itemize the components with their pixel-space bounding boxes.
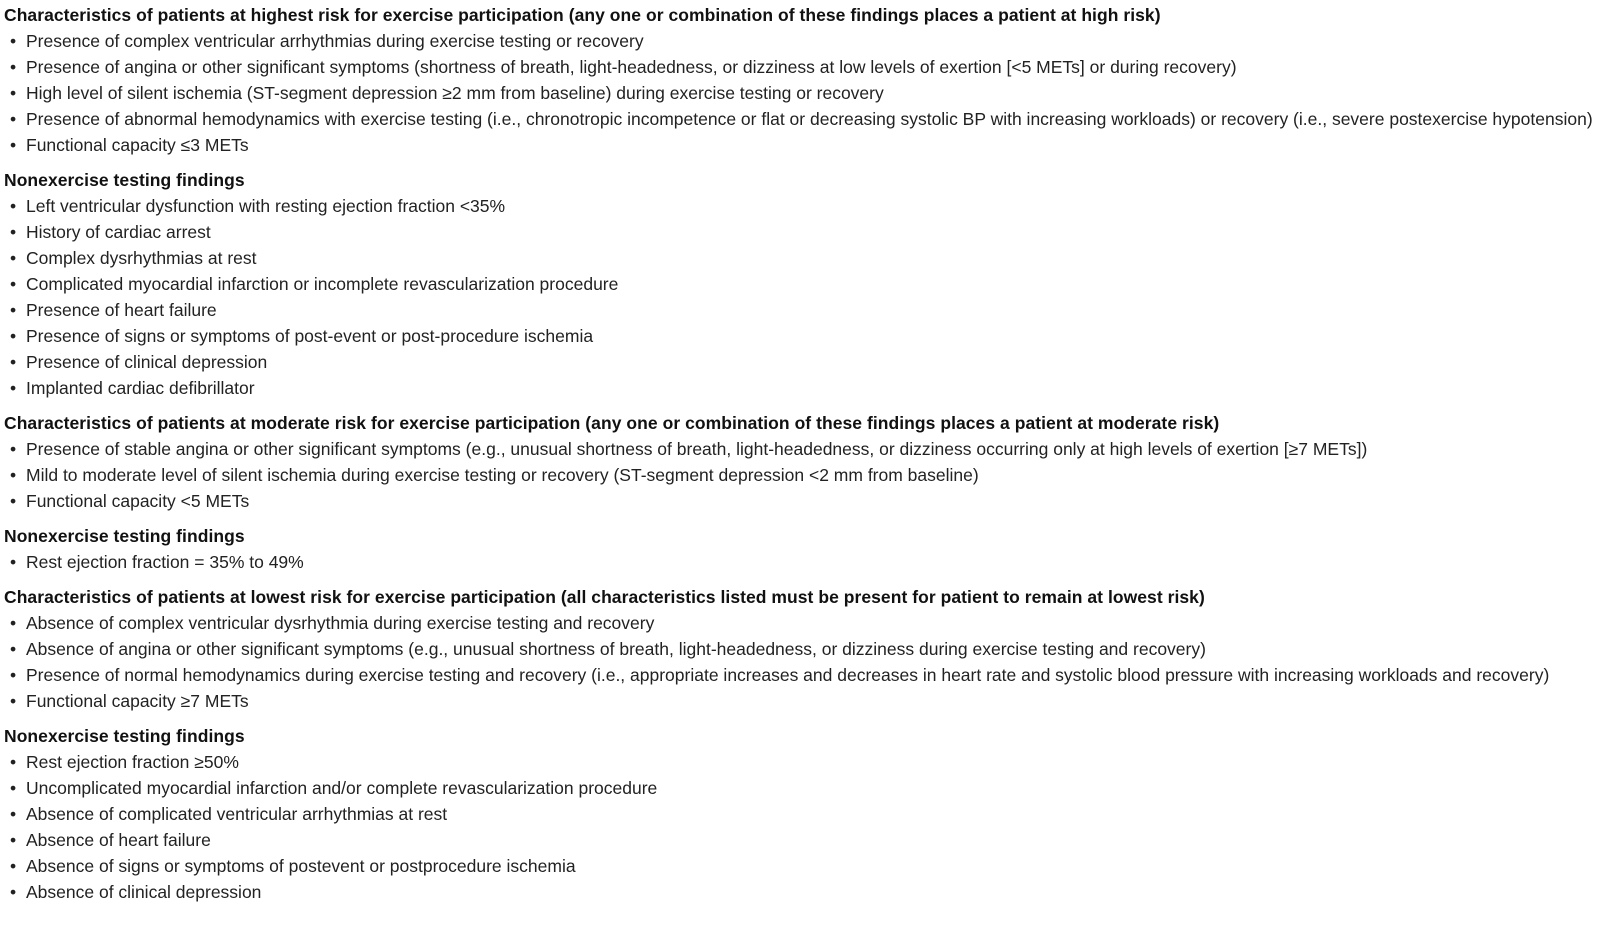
list-item: [4, 323, 1615, 349]
section-heading: Characteristics of patients at highest risk for exercise participation (any one or combination of these findings places a patient at high risk): [4, 5, 1161, 25]
bullet-icon: •: [10, 752, 17, 772]
list-item: [4, 297, 1615, 323]
list-item: [4, 879, 1615, 905]
bullet-icon: •: [10, 31, 17, 51]
list-item: [4, 462, 1615, 488]
list-item: [4, 349, 1615, 375]
bullet-icon: •: [10, 439, 17, 459]
section-spacer: [4, 714, 1615, 723]
list-item-text: Presence of clinical depression: [26, 352, 268, 372]
section-lowest-risk: [4, 584, 1615, 714]
bullet-icon: •: [10, 465, 17, 485]
list-item-text: Complex dysrhythmias at rest: [26, 248, 257, 268]
section-spacer: [4, 575, 1615, 584]
list-item-text: Presence of heart failure: [26, 300, 217, 320]
list-item-text: Functional capacity ≥7 METs: [26, 691, 249, 711]
section-moderate-risk: [4, 410, 1615, 514]
bullet-icon: •: [10, 491, 17, 511]
bullet-list: [4, 436, 1615, 514]
section-heading: Nonexercise testing findings: [4, 170, 245, 190]
list-item: [4, 436, 1615, 462]
bullet-icon: •: [10, 326, 17, 346]
bullet-list: [4, 749, 1615, 905]
bullet-icon: •: [10, 639, 17, 659]
list-item: [4, 488, 1615, 514]
list-item-text: History of cardiac arrest: [26, 222, 211, 242]
list-item-text: Complicated myocardial infarction or incomplete revascularization procedure: [26, 274, 619, 294]
bullet-icon: •: [10, 830, 17, 850]
list-item-text: High level of silent ischemia (ST-segment depression ≥2 mm from baseline) during exercise testing or recovery: [26, 83, 884, 103]
list-item-text: Presence of stable angina or other significant symptoms (e.g., unusual shortness of breath, light-headedness, or dizziness occurring only at high levels of exertion [≥7 METs]): [26, 439, 1368, 459]
bullet-list: [4, 610, 1615, 714]
list-item: [4, 549, 1615, 575]
list-item: [4, 775, 1615, 801]
list-item: [4, 610, 1615, 636]
section-heading: Nonexercise testing findings: [4, 726, 245, 746]
list-item: [4, 54, 1615, 80]
section-heading: Characteristics of patients at lowest risk for exercise participation (all characteristics listed must be present for patient to remain at lowest risk): [4, 587, 1205, 607]
bullet-list: [4, 549, 1615, 575]
list-item-text: Implanted cardiac defibrillator: [26, 378, 255, 398]
list-item-text: Mild to moderate level of silent ischemia during exercise testing or recovery (ST-segment depression <2 mm from baseline): [26, 465, 979, 485]
list-item: [4, 375, 1615, 401]
section-lowest-risk-nonexercise: [4, 723, 1615, 905]
list-item: [4, 827, 1615, 853]
list-item: [4, 245, 1615, 271]
section-spacer: [4, 401, 1615, 410]
section-moderate-risk-nonexercise: [4, 523, 1615, 575]
bullet-icon: •: [10, 778, 17, 798]
bullet-icon: •: [10, 300, 17, 320]
bullet-icon: •: [10, 57, 17, 77]
list-item-text: Presence of signs or symptoms of post-event or post-procedure ischemia: [26, 326, 594, 346]
list-item: [4, 271, 1615, 297]
bullet-icon: •: [10, 552, 17, 572]
list-item-text: Presence of angina or other significant symptoms (shortness of breath, light-headedness, or dizziness at low levels of exertion [<5 METs] or during recovery): [26, 57, 1237, 77]
risk-stratification-document: [4, 2, 1615, 905]
bullet-icon: •: [10, 882, 17, 902]
bullet-icon: •: [10, 274, 17, 294]
list-item-text: Left ventricular dysfunction with resting ejection fraction <35%: [26, 196, 506, 216]
list-item-text: Presence of normal hemodynamics during exercise testing and recovery (i.e., appropriate increases and decreases in heart rate and systolic blood pressure with increasing workloads and recovery): [26, 665, 1550, 685]
list-item-text: Uncomplicated myocardial infarction and/or complete revascularization procedure: [26, 778, 658, 798]
bullet-icon: •: [10, 196, 17, 216]
list-item-text: Absence of clinical depression: [26, 882, 262, 902]
list-item: [4, 193, 1615, 219]
bullet-list: [4, 193, 1615, 401]
list-item-text: Absence of angina or other significant symptoms (e.g., unusual shortness of breath, light-headedness, or dizziness during exercise testing and recovery): [26, 639, 1206, 659]
bullet-list: [4, 28, 1615, 158]
list-item-text: Absence of heart failure: [26, 830, 211, 850]
bullet-icon: •: [10, 135, 17, 155]
list-item: [4, 106, 1615, 132]
bullet-icon: •: [10, 248, 17, 268]
list-item: [4, 132, 1615, 158]
bullet-icon: •: [10, 613, 17, 633]
list-item: [4, 636, 1615, 662]
list-item: [4, 219, 1615, 245]
list-item: [4, 662, 1615, 688]
list-item: [4, 688, 1615, 714]
list-item-text: Absence of complex ventricular dysrhythmia during exercise testing and recovery: [26, 613, 655, 633]
list-item: [4, 80, 1615, 106]
list-item: [4, 28, 1615, 54]
bullet-icon: •: [10, 109, 17, 129]
bullet-icon: •: [10, 352, 17, 372]
list-item: [4, 801, 1615, 827]
list-item: [4, 749, 1615, 775]
list-item-text: Absence of complicated ventricular arrhythmias at rest: [26, 804, 448, 824]
bullet-icon: •: [10, 378, 17, 398]
bullet-icon: •: [10, 691, 17, 711]
section-spacer: [4, 158, 1615, 167]
list-item-text: Rest ejection fraction ≥50%: [26, 752, 239, 772]
list-item-text: Absence of signs or symptoms of postevent or postprocedure ischemia: [26, 856, 576, 876]
section-spacer: [4, 514, 1615, 523]
bullet-icon: •: [10, 856, 17, 876]
list-item: [4, 853, 1615, 879]
section-highest-risk: [4, 2, 1615, 158]
section-highest-risk-nonexercise: [4, 167, 1615, 401]
section-heading: Nonexercise testing findings: [4, 526, 245, 546]
section-heading: Characteristics of patients at moderate risk for exercise participation (any one or combination of these findings places a patient at moderate risk): [4, 413, 1220, 433]
list-item-text: Functional capacity <5 METs: [26, 491, 250, 511]
list-item-text: Rest ejection fraction = 35% to 49%: [26, 552, 304, 572]
bullet-icon: •: [10, 222, 17, 242]
bullet-icon: •: [10, 665, 17, 685]
list-item-text: Presence of abnormal hemodynamics with exercise testing (i.e., chronotropic incompetence or flat or decreasing systolic BP with increasing workloads) or recovery (i.e., severe postexercise hypotension): [26, 109, 1593, 129]
bullet-icon: •: [10, 83, 17, 103]
list-item-text: Presence of complex ventricular arrhythmias during exercise testing or recovery: [26, 31, 644, 51]
list-item-text: Functional capacity ≤3 METs: [26, 135, 249, 155]
bullet-icon: •: [10, 804, 17, 824]
